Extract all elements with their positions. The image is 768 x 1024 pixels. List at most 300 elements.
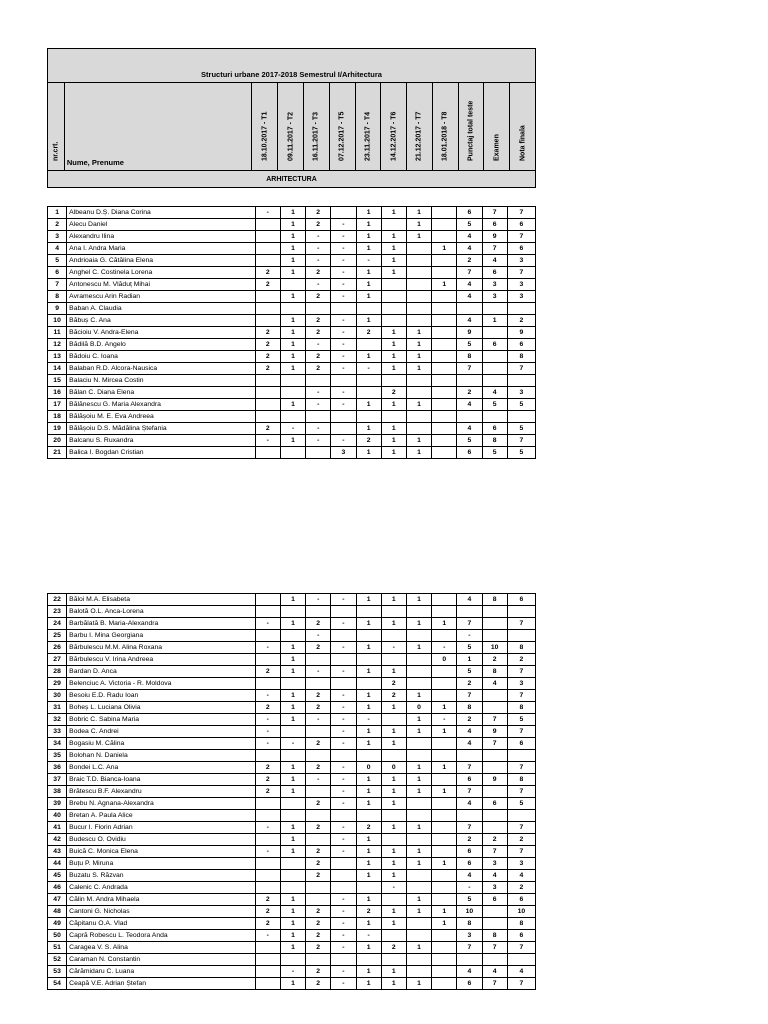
test-score bbox=[331, 375, 356, 387]
test-score: 1 bbox=[280, 231, 305, 243]
final-grade bbox=[507, 750, 535, 762]
test-score: 1 bbox=[381, 846, 406, 858]
test-score: 1 bbox=[381, 774, 406, 786]
final-grade: 6 bbox=[507, 219, 535, 231]
test-score: 2 bbox=[255, 906, 280, 918]
exam-score bbox=[482, 954, 507, 966]
table-row bbox=[48, 291, 536, 303]
test-score bbox=[331, 654, 356, 666]
row-number: 21 bbox=[48, 447, 67, 459]
test-score: 1 bbox=[356, 798, 381, 810]
test-score: 1 bbox=[356, 894, 381, 906]
test-score: 2 bbox=[306, 702, 331, 714]
row-number: 30 bbox=[48, 690, 67, 702]
final-grade: 4 bbox=[507, 966, 535, 978]
student-name: Balica I. Bogdan Cristian bbox=[67, 447, 256, 459]
exam-score: 1 bbox=[482, 315, 507, 327]
test-score: 1 bbox=[356, 594, 381, 606]
test-score: - bbox=[356, 930, 381, 942]
test-score: - bbox=[331, 846, 356, 858]
test-score bbox=[432, 774, 457, 786]
test-score: 1 bbox=[406, 942, 431, 954]
test-score bbox=[306, 654, 331, 666]
test-score bbox=[432, 882, 457, 894]
exam-score bbox=[482, 327, 507, 339]
test-score bbox=[280, 798, 305, 810]
test-score: 2 bbox=[306, 978, 331, 990]
exam-score: 7 bbox=[482, 714, 507, 726]
exam-score bbox=[482, 606, 507, 618]
total-score: 2 bbox=[457, 387, 482, 399]
total-score bbox=[457, 750, 482, 762]
test-score: 2 bbox=[255, 894, 280, 906]
final-grade: 5 bbox=[507, 399, 535, 411]
table-row bbox=[48, 786, 536, 798]
table-row bbox=[48, 774, 536, 786]
test-score: 2 bbox=[306, 642, 331, 654]
row-number: 26 bbox=[48, 642, 67, 654]
exam-score bbox=[482, 411, 507, 423]
exam-score: 8 bbox=[482, 594, 507, 606]
table-row bbox=[48, 762, 536, 774]
exam-score: 4 bbox=[482, 678, 507, 690]
test-score: 1 bbox=[356, 870, 381, 882]
test-score: - bbox=[306, 423, 331, 435]
test-score: - bbox=[331, 738, 356, 750]
test-score bbox=[381, 606, 406, 618]
test-score bbox=[306, 303, 331, 315]
test-score: 2 bbox=[306, 930, 331, 942]
final-grade: 7 bbox=[507, 822, 535, 834]
table-row bbox=[48, 834, 536, 846]
test-score: 2 bbox=[255, 762, 280, 774]
final-grade: 5 bbox=[507, 714, 535, 726]
total-score: 7 bbox=[457, 267, 482, 279]
test-score bbox=[255, 447, 280, 459]
student-name: Boheș L. Luciana Olivia bbox=[67, 702, 256, 714]
test-score: 1 bbox=[356, 690, 381, 702]
test-score: 1 bbox=[406, 231, 431, 243]
student-name: Brătescu B.F. Alexandru bbox=[67, 786, 256, 798]
test-score: 1 bbox=[356, 702, 381, 714]
table-row bbox=[48, 882, 536, 894]
table-row bbox=[48, 630, 536, 642]
test-score: - bbox=[331, 231, 356, 243]
test-score bbox=[255, 411, 280, 423]
test-score bbox=[381, 315, 406, 327]
table-row bbox=[48, 858, 536, 870]
final-grade: 3 bbox=[507, 279, 535, 291]
test-score: 1 bbox=[356, 942, 381, 954]
test-score bbox=[280, 375, 305, 387]
test-score: - bbox=[331, 435, 356, 447]
exam-score: 8 bbox=[482, 435, 507, 447]
row-number: 48 bbox=[48, 906, 67, 918]
row-number: 14 bbox=[48, 363, 67, 375]
test-score bbox=[432, 894, 457, 906]
test-score: 2 bbox=[306, 690, 331, 702]
test-score bbox=[381, 810, 406, 822]
test-score: - bbox=[331, 918, 356, 930]
test-score: 1 bbox=[280, 822, 305, 834]
total-score: 7 bbox=[457, 786, 482, 798]
total-score: 4 bbox=[457, 399, 482, 411]
row-number: 22 bbox=[48, 594, 67, 606]
test-score: 1 bbox=[280, 207, 305, 219]
total-score: 7 bbox=[457, 690, 482, 702]
table-row bbox=[48, 702, 536, 714]
exam-score: 4 bbox=[482, 255, 507, 267]
final-grade: 8 bbox=[507, 351, 535, 363]
test-score: - bbox=[331, 894, 356, 906]
test-score: 1 bbox=[356, 315, 381, 327]
test-score: 1 bbox=[381, 726, 406, 738]
row-number: 12 bbox=[48, 339, 67, 351]
student-name: Bărbulescu M.M. Alina Roxana bbox=[67, 642, 256, 654]
test-score: - bbox=[331, 930, 356, 942]
test-score bbox=[432, 315, 457, 327]
student-name: Băcioiu V. Andra-Elena bbox=[67, 327, 256, 339]
test-score: 1 bbox=[432, 618, 457, 630]
test-score bbox=[280, 870, 305, 882]
test-score bbox=[331, 207, 356, 219]
final-grade bbox=[507, 606, 535, 618]
student-name: Belenciuc A. Victoria - R. Moldova bbox=[67, 678, 256, 690]
test-score: 1 bbox=[406, 978, 431, 990]
test-score bbox=[331, 678, 356, 690]
test-score: - bbox=[331, 798, 356, 810]
test-score: 2 bbox=[306, 906, 331, 918]
table-row bbox=[48, 798, 536, 810]
test-score bbox=[255, 954, 280, 966]
test-score bbox=[356, 654, 381, 666]
test-score: 1 bbox=[432, 279, 457, 291]
final-grade: 5 bbox=[507, 798, 535, 810]
student-name: Băloi M.A. Elisabeta bbox=[67, 594, 256, 606]
student-name: Balcanu S. Ruxandra bbox=[67, 435, 256, 447]
test-score bbox=[432, 978, 457, 990]
test-score: - bbox=[331, 834, 356, 846]
test-score bbox=[432, 387, 457, 399]
test-score bbox=[406, 411, 431, 423]
table-row bbox=[48, 942, 536, 954]
student-name: Brebu N. Agnana-Alexandra bbox=[67, 798, 256, 810]
row-number: 34 bbox=[48, 738, 67, 750]
test-score: - bbox=[255, 690, 280, 702]
student-name: Bodea C. Andrei bbox=[67, 726, 256, 738]
test-score bbox=[306, 786, 331, 798]
final-grade: 7 bbox=[507, 618, 535, 630]
test-score: 1 bbox=[381, 870, 406, 882]
test-score bbox=[356, 387, 381, 399]
test-score bbox=[255, 654, 280, 666]
test-score: - bbox=[331, 267, 356, 279]
test-score: - bbox=[255, 738, 280, 750]
test-score: 1 bbox=[406, 858, 431, 870]
student-name: Bălășoiu M. E. Eva Andreea bbox=[67, 411, 256, 423]
final-grade: 7 bbox=[507, 666, 535, 678]
test-score: 1 bbox=[381, 267, 406, 279]
row-number: 32 bbox=[48, 714, 67, 726]
student-name: Cărămidaru C. Luana bbox=[67, 966, 256, 978]
test-score: 1 bbox=[356, 351, 381, 363]
test-score: - bbox=[255, 714, 280, 726]
final-grade: 5 bbox=[507, 423, 535, 435]
test-score bbox=[280, 750, 305, 762]
final-grade: 8 bbox=[507, 918, 535, 930]
grades-table-part1 bbox=[47, 206, 536, 459]
final-grade: 7 bbox=[507, 846, 535, 858]
test-score bbox=[381, 375, 406, 387]
student-name: Bălan C. Diana Elena bbox=[67, 387, 256, 399]
test-score: 2 bbox=[255, 666, 280, 678]
test-score: 1 bbox=[280, 846, 305, 858]
exam-score bbox=[482, 690, 507, 702]
total-score: 6 bbox=[457, 774, 482, 786]
test-score: 1 bbox=[280, 762, 305, 774]
total-score: 2 bbox=[457, 678, 482, 690]
test-score bbox=[356, 375, 381, 387]
test-score: 0 bbox=[381, 762, 406, 774]
test-score: 1 bbox=[280, 219, 305, 231]
test-score bbox=[381, 834, 406, 846]
test-score: 1 bbox=[356, 231, 381, 243]
test-score: - bbox=[280, 423, 305, 435]
test-score bbox=[356, 411, 381, 423]
test-score: - bbox=[306, 666, 331, 678]
test-score: 1 bbox=[356, 978, 381, 990]
table-row bbox=[48, 918, 536, 930]
test-score: - bbox=[331, 279, 356, 291]
table-row bbox=[48, 363, 536, 375]
test-score: 1 bbox=[280, 594, 305, 606]
test-score: 2 bbox=[306, 618, 331, 630]
student-name: Bălășoiu D.S. Mădălina Ștefania bbox=[67, 423, 256, 435]
test-score bbox=[406, 315, 431, 327]
test-score: 1 bbox=[280, 774, 305, 786]
test-score: - bbox=[280, 738, 305, 750]
total-score: 6 bbox=[457, 207, 482, 219]
test-score: 2 bbox=[306, 327, 331, 339]
test-score: 1 bbox=[356, 726, 381, 738]
total-score: 5 bbox=[457, 666, 482, 678]
test-score bbox=[306, 411, 331, 423]
total-score: 2 bbox=[457, 714, 482, 726]
test-score: - bbox=[331, 327, 356, 339]
table-row bbox=[48, 690, 536, 702]
table-row bbox=[48, 654, 536, 666]
test-score bbox=[406, 930, 431, 942]
exam-score: 4 bbox=[482, 870, 507, 882]
exam-score bbox=[482, 750, 507, 762]
test-score bbox=[356, 339, 381, 351]
test-score: 1 bbox=[406, 642, 431, 654]
exam-score: 3 bbox=[482, 279, 507, 291]
sheet-title: Structuri urbane 2017-2018 Semestrul I/Arhitectura bbox=[48, 49, 536, 83]
test-score bbox=[432, 303, 457, 315]
total-score: - bbox=[457, 630, 482, 642]
test-score bbox=[432, 846, 457, 858]
test-score bbox=[432, 411, 457, 423]
row-number: 2 bbox=[48, 219, 67, 231]
test-score: 1 bbox=[381, 594, 406, 606]
test-score: 1 bbox=[356, 834, 381, 846]
test-score: - bbox=[381, 882, 406, 894]
col-nr-header: nr.crt. bbox=[48, 83, 65, 171]
test-score bbox=[406, 243, 431, 255]
total-score: 4 bbox=[457, 279, 482, 291]
test-score bbox=[406, 750, 431, 762]
total-score bbox=[457, 411, 482, 423]
test-score: 1 bbox=[280, 642, 305, 654]
total-score: 8 bbox=[457, 702, 482, 714]
final-grade: 8 bbox=[507, 774, 535, 786]
total-score bbox=[457, 606, 482, 618]
student-name: Băbuș C. Ana bbox=[67, 315, 256, 327]
test-score: 2 bbox=[255, 279, 280, 291]
row-number: 37 bbox=[48, 774, 67, 786]
final-grade: 10 bbox=[507, 906, 535, 918]
test-score bbox=[432, 327, 457, 339]
test-score: - bbox=[306, 339, 331, 351]
test-score: - bbox=[255, 435, 280, 447]
final-grade: 9 bbox=[507, 327, 535, 339]
total-score: 10 bbox=[457, 906, 482, 918]
test-score: - bbox=[306, 714, 331, 726]
test-score: 1 bbox=[406, 207, 431, 219]
col-exam-header: Examen bbox=[484, 83, 510, 171]
test-score bbox=[280, 303, 305, 315]
total-score: 6 bbox=[457, 846, 482, 858]
header-table bbox=[47, 48, 536, 188]
exam-score: 7 bbox=[482, 738, 507, 750]
test-score bbox=[306, 750, 331, 762]
test-score: 2 bbox=[306, 798, 331, 810]
exam-score bbox=[482, 351, 507, 363]
test-score: 2 bbox=[306, 858, 331, 870]
total-score: 5 bbox=[457, 894, 482, 906]
table-row bbox=[48, 678, 536, 690]
test-score bbox=[406, 870, 431, 882]
student-name: Besoiu E.D. Radu Ioan bbox=[67, 690, 256, 702]
total-score: 5 bbox=[457, 339, 482, 351]
final-grade: 6 bbox=[507, 594, 535, 606]
test-score bbox=[356, 678, 381, 690]
total-score: 5 bbox=[457, 219, 482, 231]
final-grade: 3 bbox=[507, 678, 535, 690]
test-score: 1 bbox=[356, 399, 381, 411]
total-score: 7 bbox=[457, 363, 482, 375]
test-score bbox=[280, 882, 305, 894]
test-score: 1 bbox=[406, 447, 431, 459]
total-score: 1 bbox=[457, 654, 482, 666]
test-score bbox=[406, 267, 431, 279]
total-score: 4 bbox=[457, 231, 482, 243]
test-score: 1 bbox=[280, 786, 305, 798]
test-score: 1 bbox=[280, 894, 305, 906]
test-score bbox=[432, 399, 457, 411]
table-row bbox=[48, 399, 536, 411]
test-score bbox=[255, 315, 280, 327]
test-score bbox=[406, 291, 431, 303]
test-score bbox=[432, 255, 457, 267]
table-row bbox=[48, 810, 536, 822]
row-number: 8 bbox=[48, 291, 67, 303]
test-score bbox=[306, 447, 331, 459]
test-score: 2 bbox=[356, 822, 381, 834]
test-score bbox=[381, 411, 406, 423]
test-score: 2 bbox=[306, 738, 331, 750]
test-score: - bbox=[356, 714, 381, 726]
test-score: 0 bbox=[406, 702, 431, 714]
test-score: 1 bbox=[381, 435, 406, 447]
row-number: 24 bbox=[48, 618, 67, 630]
final-grade bbox=[507, 375, 535, 387]
test-score: - bbox=[331, 291, 356, 303]
test-score: 2 bbox=[381, 942, 406, 954]
student-name: Bădilă B.D. Angelo bbox=[67, 339, 256, 351]
exam-score: 7 bbox=[482, 846, 507, 858]
student-name: Cantoni G. Nicholas bbox=[67, 906, 256, 918]
test-score: 1 bbox=[381, 786, 406, 798]
total-score: 4 bbox=[457, 291, 482, 303]
test-score bbox=[306, 726, 331, 738]
test-score: 1 bbox=[280, 714, 305, 726]
test-score: 2 bbox=[255, 702, 280, 714]
test-score: 1 bbox=[432, 918, 457, 930]
row-number: 10 bbox=[48, 315, 67, 327]
test-score bbox=[306, 834, 331, 846]
row-number: 44 bbox=[48, 858, 67, 870]
test-score: 2 bbox=[306, 363, 331, 375]
row-number: 3 bbox=[48, 231, 67, 243]
student-name: Ana I. Andra Maria bbox=[67, 243, 256, 255]
test-score: 2 bbox=[255, 327, 280, 339]
test-score: 1 bbox=[406, 327, 431, 339]
final-grade: 7 bbox=[507, 726, 535, 738]
student-name: Albeanu D.Ș. Diana Corina bbox=[67, 207, 256, 219]
final-grade: 4 bbox=[507, 870, 535, 882]
exam-score: 3 bbox=[482, 291, 507, 303]
final-grade: 7 bbox=[507, 942, 535, 954]
test-score: 1 bbox=[381, 618, 406, 630]
test-score: - bbox=[331, 942, 356, 954]
test-score: 1 bbox=[381, 798, 406, 810]
test-score: - bbox=[331, 978, 356, 990]
total-score: 6 bbox=[457, 447, 482, 459]
total-score: 4 bbox=[457, 798, 482, 810]
test-score: - bbox=[331, 219, 356, 231]
row-number: 36 bbox=[48, 762, 67, 774]
row-number: 35 bbox=[48, 750, 67, 762]
test-score: 1 bbox=[406, 762, 431, 774]
test-score: 1 bbox=[381, 351, 406, 363]
test-score: 1 bbox=[406, 618, 431, 630]
test-score bbox=[331, 630, 356, 642]
test-score bbox=[280, 678, 305, 690]
test-score: 1 bbox=[406, 351, 431, 363]
test-score: 1 bbox=[280, 363, 305, 375]
row-number: 27 bbox=[48, 654, 67, 666]
test-score bbox=[432, 666, 457, 678]
row-number: 1 bbox=[48, 207, 67, 219]
test-score bbox=[280, 954, 305, 966]
test-score bbox=[406, 606, 431, 618]
test-score bbox=[255, 678, 280, 690]
test-score: 1 bbox=[381, 207, 406, 219]
test-score: 1 bbox=[280, 243, 305, 255]
test-score bbox=[356, 606, 381, 618]
